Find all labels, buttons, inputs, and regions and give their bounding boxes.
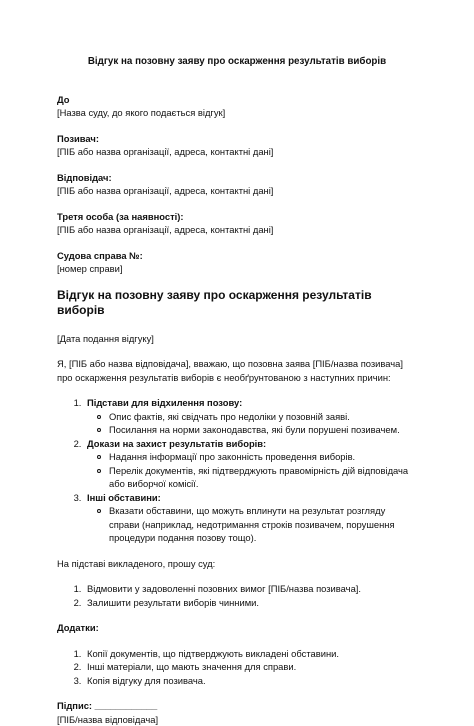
defendant-label: Відповідач: [57,171,417,185]
attachments-list [57,647,417,688]
plaintiff-block [57,132,417,159]
request-item: 2. Залишити результати виборів чинними. [84,596,417,610]
to-label: До [57,93,417,107]
reasons-list [57,396,417,545]
reason-heading: Докази на захист результатів виборів: [87,438,266,449]
to-value: [Назва суду, до якого подається відгук] [57,106,417,120]
reason-subitem: Вказати обставини, що можуть вплинути на результат розгляду справи (наприклад, недотримання строків позивачем, порушення процедури подання позову тощо). [109,504,417,545]
signature-label: Підпис: ____________ [57,699,417,713]
defendant-value: [ПІБ або назва організації, адреса, контактні дані] [57,184,417,198]
submission-date: [Дата подання відгуку] [57,332,417,346]
plaintiff-value: [ПІБ або назва організації, адреса, контактні дані] [57,145,417,159]
document-title: Відгук на позовну заяву про оскарження результатів виборів [57,55,417,69]
reason-subitem: Перелік документів, які підтверджують правомірність дій відповідача або виборчої комісії. [109,464,417,491]
requests-list [57,582,417,609]
reason-heading: Інші обставини: [87,492,161,503]
reason-sublist [87,450,417,491]
reason-item [84,437,417,491]
intro-paragraph: Я, [ПІБ або назва відповідача], вважаю, що позовна заява [ПІБ/назва позивача] про оскарження результатів виборів є необґрунтованою з наступних причин: [57,357,417,384]
case-label: Судова справа №: [57,249,417,263]
section-heading: Відгук на позовну заяву про оскарження результатів виборів [57,288,417,318]
defendant-block [57,171,417,198]
third-party-block [57,210,417,237]
case-block [57,249,417,276]
signature-name: [ПІБ/назва відповідача] [57,713,417,726]
reason-item [84,396,417,437]
reason-subitem: Надання інформації про законність проведення виборів. [109,450,417,464]
third-party-label: Третя особа (за наявності): [57,210,417,224]
to-block [57,93,417,120]
signature-block [57,699,417,726]
reason-sublist [87,410,417,437]
attachment-item: 2. Інші матеріали, що мають значення для справи. [84,660,417,674]
request-intro: На підставі викладеного, прошу суд: [57,557,417,571]
third-party-value: [ПІБ або назва організації, адреса, контактні дані] [57,223,417,237]
attachments-label: Додатки: [57,621,417,635]
reason-heading: Підстави для відхилення позову: [87,397,242,408]
reason-sublist [87,504,417,545]
plaintiff-label: Позивач: [57,132,417,146]
reason-subitem: Посилання на норми законодавства, які були порушені позивачем. [109,423,417,437]
attachment-item: 1. Копії документів, що підтверджують викладені обставини. [84,647,417,661]
request-item: 1. Відмовити у задоволенні позовних вимог [ПІБ/назва позивача]. [84,582,417,596]
reason-subitem: Опис фактів, які свідчать про недоліки у позовній заяві. [109,410,417,424]
case-value: [номер справи] [57,262,417,276]
reason-item [84,491,417,545]
attachment-item: 3. Копія відгуку для позивача. [84,674,417,688]
